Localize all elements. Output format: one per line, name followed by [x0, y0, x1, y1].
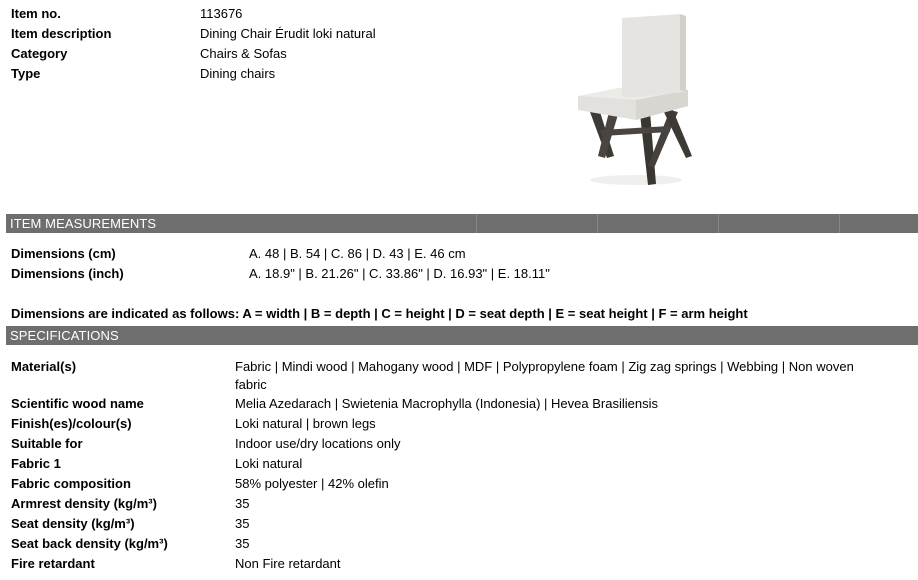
spec-label-scientific-wood: Scientific wood name	[11, 396, 144, 411]
spec-label-armrest-density: Armrest density (kg/m³)	[11, 496, 157, 511]
category-label: Category	[11, 46, 68, 61]
category-value: Chairs & Sofas	[200, 46, 287, 61]
dimensions-inch-value: A. 18.9" | B. 21.26" | C. 33.86" | D. 16.93" | E. 18.11"	[249, 266, 550, 281]
spec-value-fabric-1: Loki natural	[235, 456, 303, 471]
item-no-value: 113676	[200, 6, 243, 21]
spec-label-fire-retardant: Fire retardant	[11, 556, 95, 571]
spec-value-suitable-for: Indoor use/dry locations only	[235, 436, 401, 451]
spec-value-materials: Fabric | Mindi wood | Mahogany wood | MDF | Polypropylene foam | Zig zag springs | Webbing | Non woven	[235, 359, 854, 374]
item-measurements-title: ITEM MEASUREMENTS	[10, 216, 157, 231]
item-no-label: Item no.	[11, 6, 61, 21]
type-label: Type	[11, 66, 41, 81]
chair-product-image	[570, 8, 700, 188]
spec-value-finish: Loki natural | brown legs	[235, 416, 376, 431]
spec-label-finish: Finish(es)/colour(s)	[11, 416, 132, 431]
dimensions-cm-value: A. 48 | B. 54 | C. 86 | D. 43 | E. 46 cm	[249, 246, 466, 261]
spec-value-armrest-density: 35	[235, 496, 250, 511]
spec-label-suitable-for: Suitable for	[11, 436, 83, 451]
spec-value-scientific-wood: Melia Azedarach | Swietenia Macrophylla (Indonesia) | Hevea Brasiliensis	[235, 396, 658, 411]
item-description-label: Item description	[11, 26, 112, 41]
spec-label-seat-back-density: Seat back density (kg/m³)	[11, 536, 168, 551]
dimensions-inch-label: Dimensions (inch)	[11, 266, 124, 281]
spec-value-seat-density: 35	[235, 516, 250, 531]
spec-label-seat-density: Seat density (kg/m³)	[11, 516, 135, 531]
spec-value-fabric-composition: 58% polyester | 42% olefin	[235, 476, 389, 491]
spec-value-materials-continued: fabric	[235, 377, 267, 392]
item-measurements-header	[6, 214, 918, 233]
spec-value-seat-back-density: 35	[235, 536, 250, 551]
item-description-value: Dining Chair Érudit loki natural	[200, 26, 376, 41]
spec-label-fabric-composition: Fabric composition	[11, 476, 131, 491]
dimensions-legend: Dimensions are indicated as follows: A = width | B = depth | C = height | D = seat depth | E = seat height | F = arm height	[11, 306, 748, 321]
dimensions-cm-label: Dimensions (cm)	[11, 246, 116, 261]
chair-legs	[590, 108, 692, 185]
specifications-header	[6, 326, 918, 345]
chair-shadow	[590, 175, 682, 185]
spec-label-materials: Material(s)	[11, 359, 77, 374]
spec-label-fabric-1: Fabric 1	[11, 456, 61, 471]
chair-backrest	[622, 14, 686, 98]
specifications-title: SPECIFICATIONS	[10, 328, 119, 343]
spec-value-fire-retardant: Non Fire retardant	[235, 556, 341, 571]
type-value: Dining chairs	[200, 66, 276, 81]
